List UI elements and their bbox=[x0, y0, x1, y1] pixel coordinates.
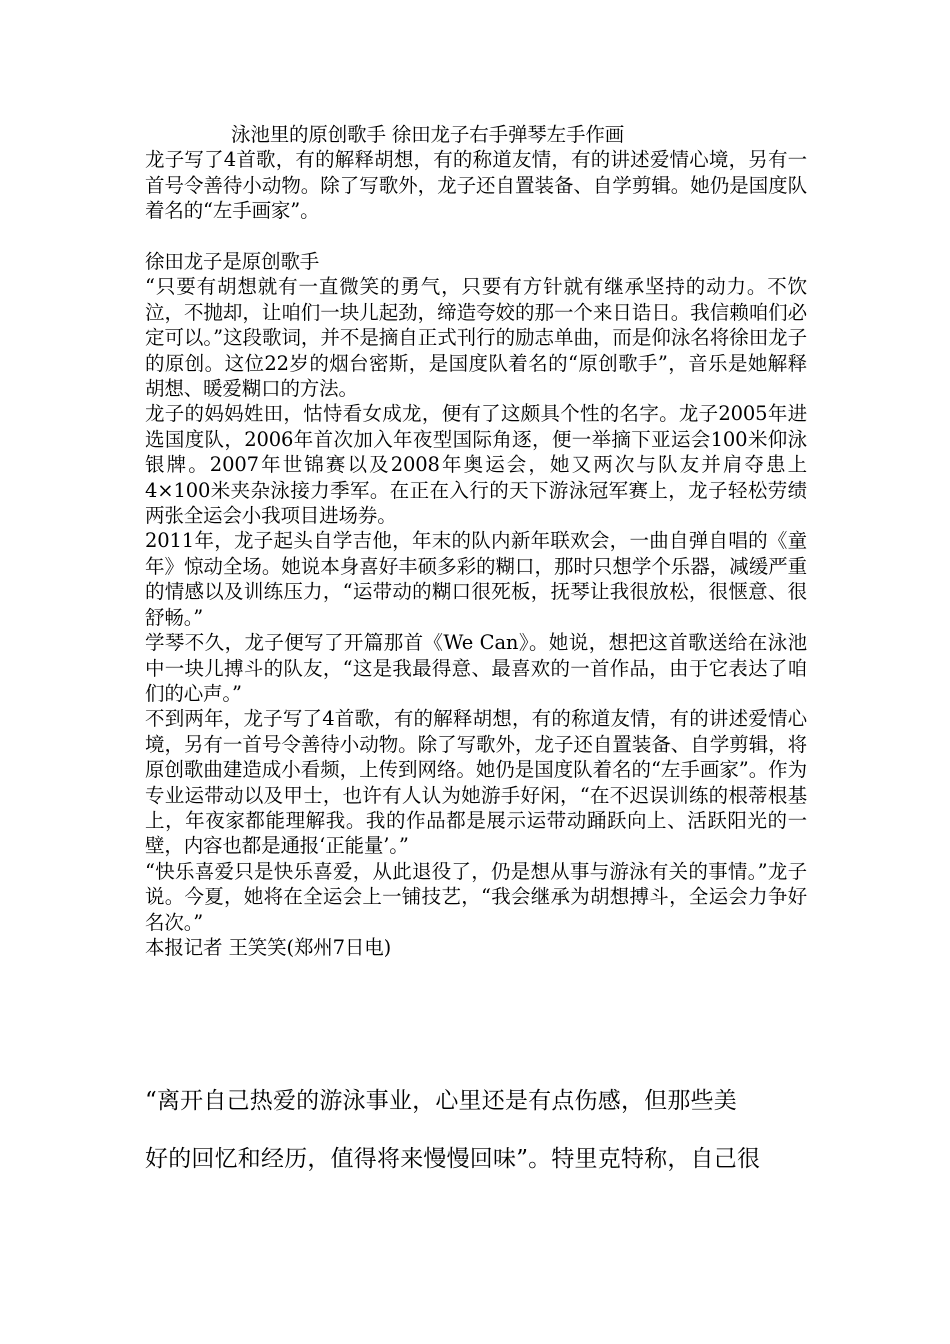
article-paragraph-1: “只要有胡想就有一直微笑的勇气，只要有方针就有继承坚持的动力。不饮泣，不抛却，让咱们一块儿起劲，缔造夸姣的那一个来日诰日。我信赖咱们必定可以。”这段歌词，并不是摘自正式刊行的励志单曲，而是仰泳名将徐田龙子的原创。这位22岁的烟台密斯，是国度队着名的“原创歌手”，音乐是她解释胡想、暖爱糊口的方法。 bbox=[145, 275, 807, 401]
paragraph-spacer bbox=[145, 224, 807, 249]
article-paragraph-3: 2011年，龙子起头自学吉他，年末的队内新年联欢会，一曲自弹自唱的《童年》惊动全场。她说本身喜好丰硕多彩的糊口，那时只想学个乐器，减缓严重的情感以及训练压力，“运带动的糊口很死板，抚琴让我很放松，很惬意、很舒畅。” bbox=[145, 529, 807, 629]
article-paragraph-4: 学琴不久，龙子便写了开篇那首《We Can》。她说，想把这首歌送给在泳池中一块儿搏斗的队友，“这是我最得意、最喜欢的一首作品，由于它表达了咱们的心声。” bbox=[145, 631, 807, 705]
article-byline: 本报记者 王笑笑(郑州7日电) bbox=[145, 935, 392, 959]
footer-line-2: 好的回忆和经历，值得将来慢慢回味”。特里克特称，自己很 bbox=[145, 1146, 761, 1172]
article-paragraph-6: “快乐喜爱只是快乐喜爱，从此退役了，仍是想从事与游泳有关的事情。”龙子说。今夏，她将在全运会上一铺技艺，“我会继承为胡想搏斗，全运会力争好名次。” bbox=[145, 859, 807, 934]
article-title: 泳池里的原创歌手 徐田龙子右手弹琴左手作画 bbox=[231, 123, 625, 146]
article-paragraph-2: 龙子的妈妈姓田，怙恃看女成龙，便有了这颇具个性的名字。龙子2005年进选国度队，2006年首次加入年夜型国际角逐，便一举摘下亚运会100米仰泳银牌。2007年世锦赛以及2008年奥运会，她又两次与队友并肩夺患上4×100米夹杂泳接力季军。在正在入行的天下游泳冠军赛上，龙子轻松劳绩两张全运会小我项目进场券。 bbox=[145, 402, 807, 528]
article-subheading: 徐田龙子是原创歌手 bbox=[145, 250, 320, 274]
article-intro: 龙子写了4首歌，有的解释胡想，有的称道友情，有的讲述爱情心境，另有一首号令善待小动物。除了写歌外，龙子还自置装备、自学剪辑。她仍是国度队着名的“左手画家”。 bbox=[145, 148, 807, 223]
article-paragraph-5: 不到两年，龙子写了4首歌，有的解释胡想，有的称道友情，有的讲述爱情心境，另有一首号令善待小动物。除了写歌外，龙子还自置装备、自学剪辑，将原创歌曲建造成小看频，上传到网络。她仍是国度队着名的“左手画家”。作为专业运带动以及甲士，也许有人认为她游手好闲，“在不迟误训练的根蒂根基上，年夜家都能理解我。我的作品都是展示运带动踊跃向上、活跃阳光的一壁，内容也都是通报‘正能量’。” bbox=[145, 707, 807, 858]
news-article bbox=[145, 122, 807, 960]
footer-excerpt bbox=[145, 1072, 807, 1188]
footer-line-1: “离开自己热爱的游泳事业，心里还是有点伤感，但那些美 bbox=[145, 1088, 737, 1114]
